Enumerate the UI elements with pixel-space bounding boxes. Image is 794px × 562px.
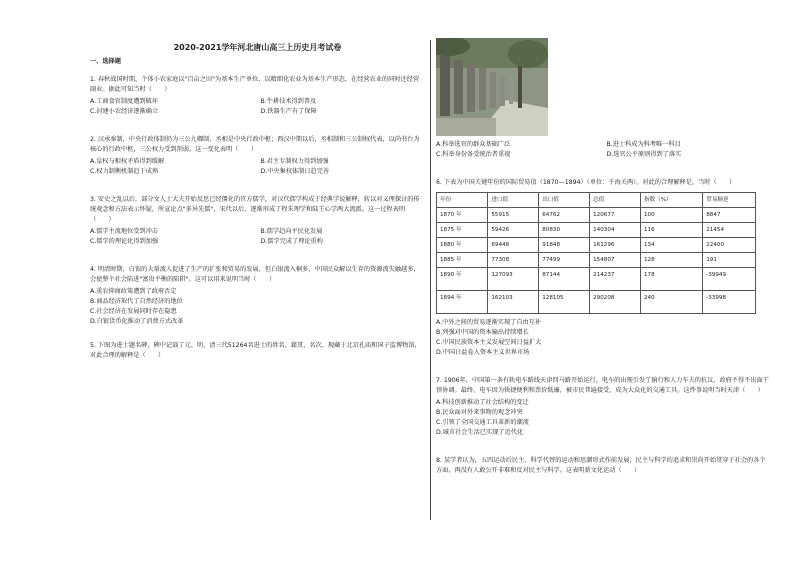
page-title: 2020-2021学年河北唐山高三上历史月考试卷 xyxy=(173,43,342,52)
table-cell: 214237 xyxy=(590,268,641,291)
table-cell: 77499 xyxy=(539,253,590,268)
option-c: C.儒学的理论化得到加强 xyxy=(90,238,159,245)
question-1: 1. 春秋战国时期，个体小农家庭以"百亩之田"为基本生产单位，以精细化农业为基本生产形态，在经营农业的同时还经营副业。据此可知当时（ ） xyxy=(90,76,420,93)
question-4: 4. 明清时期，白银的大量流入促进了生产的扩张和贸易的发展，但白银流入桐多，中国民众解以生存的资源流失触越多，会使整个社会陷进"富贵平衡的陷阱"。这可以用来说明当时（ ） xyxy=(90,266,420,283)
table-cell: 290208 xyxy=(590,291,641,314)
option-a: A.皇权与相权矛盾得到缓解 xyxy=(90,158,165,165)
option-b: B.列强对中国的资本输出持续增长 xyxy=(436,329,529,336)
table-cell: 116 xyxy=(640,223,702,238)
option-a: A.工商食官制度遭到破坏 xyxy=(90,98,158,105)
table-cell: 77308 xyxy=(488,253,539,268)
question-5: 5. 下图为进士题名碑，碑中记载了元、明、清三代51264名进士的姓名、籍贯、名次，现藏于北京孔庙和国子监博物馆，对此合理的解释是（ ） xyxy=(90,342,421,359)
header-cell: 年份 xyxy=(437,193,488,208)
question-3-options xyxy=(90,227,425,247)
table-cell: 8847 xyxy=(703,208,756,223)
header-cell: 指数（%） xyxy=(640,193,702,208)
option-d: D.选官公平原则得到了落实 xyxy=(606,151,682,158)
header-cell: 出口值 xyxy=(539,193,590,208)
stele-courtyard-image xyxy=(436,38,548,136)
table-cell: 1890 年 xyxy=(437,268,488,291)
table-cell: 21454 xyxy=(703,223,756,238)
table-row xyxy=(437,268,756,291)
option-d: D.中国日益卷入资本主义世界市场 xyxy=(436,349,530,356)
table-cell: 100 xyxy=(640,208,702,223)
option-a: A.科技创新推动了社会结构的变迁 xyxy=(436,399,529,406)
table-cell: 91848 xyxy=(539,238,590,253)
table-cell: 22400 xyxy=(703,238,756,253)
header-cell: 贸易顺逆 xyxy=(703,193,756,208)
table-cell: 161296 xyxy=(590,238,641,253)
question-2: 2. 汉承秦制，中央行政体制仍为三公九卿制，丞相是中央行政中枢；西汉中期以后，丞相制和三公制权代表，以尚书台为核心的行政中枢，三公权力受到削弱。这一变化表明（ ） xyxy=(90,136,420,153)
option-d: D.城市社会生活已实现了近代化 xyxy=(436,429,524,436)
option-c: C.引领了全国交通工具革新的潮流 xyxy=(436,419,529,426)
option-c: C.权力制衡机制趋于成熟 xyxy=(90,168,159,175)
left-column xyxy=(90,38,425,363)
right-column xyxy=(436,38,771,478)
table-row xyxy=(437,253,756,268)
table-cell: 127093 xyxy=(488,268,539,291)
table-cell: 128105 xyxy=(539,291,590,314)
table-cell: 1870 年 xyxy=(437,208,488,223)
table-cell: 1880 年 xyxy=(437,238,488,253)
option-b: B.君主专制权力得到加强 xyxy=(260,158,329,165)
header-cell: 进口值 xyxy=(488,193,539,208)
question-5-options xyxy=(436,140,771,160)
stele-photo xyxy=(436,38,548,136)
option-d: D.铁器生产有了保障 xyxy=(260,108,317,115)
table-cell: 80830 xyxy=(539,223,590,238)
table-cell: 55915 xyxy=(488,208,539,223)
table-row xyxy=(437,291,756,314)
table-cell: 162103 xyxy=(488,291,539,314)
table-cell: 128 xyxy=(640,253,702,268)
table-row xyxy=(437,223,756,238)
question-2-options xyxy=(90,157,425,177)
table-cell: -33998 xyxy=(703,291,756,314)
table-cell: 134 xyxy=(640,238,702,253)
option-a: A.重农抑商政策遭到了政府否定 xyxy=(90,288,177,295)
table-cell: -39949 xyxy=(703,268,756,291)
option-b: B.儒学趋向平民化发展 xyxy=(260,228,323,235)
table-header-row xyxy=(437,193,756,208)
option-d: D.儒学完成了理论重构 xyxy=(260,238,323,245)
question-3: 3. 安史之乱以后，部分文人士大夫开始反思已经僵化的官方儒学，对汉代儒学构成于经典学说解释，转以对义理探讨的传统观念和方法表示怀疑，所宣论点"多异先儒"，宋代以后，逐渐形成了程朱理学和陆王心学两大流派。这一过程表明（ ） xyxy=(90,196,420,223)
option-c: C.中国民族资本主义发展空间日益扩大 xyxy=(436,339,542,346)
question-6: 6. 下表为中国关键年份的国际贸易值（1870—1894）（单位：千海关两）。对此的合理解释是，当时（ ） xyxy=(436,179,736,186)
option-b: B.商品经济取代了自然经济的地位 xyxy=(90,298,183,305)
table-cell: 69448 xyxy=(488,238,539,253)
option-a: A.儒学主流地位受到冲击 xyxy=(90,228,158,235)
question-8: 8. 某学者认为，五四运动后民主、科学代替的运动和思潮形式作前发展，民主与科学的追求和崇尚开始贯穿于社会的各个方面，再没有人敢公开非难和反对民主与科学。这表明新文化运动（ ） xyxy=(436,457,766,474)
question-7-options xyxy=(436,398,771,438)
column-divider xyxy=(430,40,431,520)
table-cell: 120677 xyxy=(590,208,641,223)
table-cell: 87144 xyxy=(539,268,590,291)
option-c: C.封建小农经济逐渐确立 xyxy=(90,108,159,115)
option-c: C.科举身份备受统治者重视 xyxy=(436,151,511,158)
option-c: C.社会经济在发展同时存在隐患 xyxy=(90,308,177,315)
table-cell: 64762 xyxy=(539,208,590,223)
table-cell: 59426 xyxy=(488,223,539,238)
trade-table xyxy=(436,192,756,314)
table-row xyxy=(437,238,756,253)
option-a: A.中外之间的贸易逐渐实现了自由互补 xyxy=(436,319,542,326)
table-cell: 140304 xyxy=(590,223,641,238)
option-a: A.科举选官的群众基础广泛 xyxy=(436,141,511,148)
table-cell: 178 xyxy=(640,268,702,291)
question-6-options xyxy=(436,318,771,358)
table-cell: 1894 年 xyxy=(437,291,488,314)
option-d: D.中央集权体制日趋完善 xyxy=(260,168,330,175)
table-cell: 1875 年 xyxy=(437,223,488,238)
option-b: B.民众面对外来事物的观念冲突 xyxy=(436,409,523,416)
table-cell: 154807 xyxy=(590,253,641,268)
table-cell: 191 xyxy=(703,253,756,268)
option-d: D.白银货币化推动了消费方式改革 xyxy=(90,318,184,325)
table-row xyxy=(437,208,756,223)
option-b: B.牛耕技术得到普及 xyxy=(260,98,317,105)
question-1-options xyxy=(90,97,425,117)
table-cell: 1885 年 xyxy=(437,253,488,268)
header-cell: 总值 xyxy=(590,193,641,208)
question-7: 7. 1906年，中国第一条有轨电车路线天津四马路开始运行。电车的出现引发了掮行和人力车夫的抗议，政府不得不出面干预协调。最终，电车因为快捷便利和票价低廉，被市民普遍接受，成为大众化的交通工具。这件事说明当时天津（ ） xyxy=(436,377,769,394)
table-cell: 240 xyxy=(640,291,702,314)
section-heading: 一、选择题 xyxy=(90,58,121,65)
question-4-options xyxy=(90,287,425,327)
option-b: B.进士科成为科考唯一科目 xyxy=(606,141,681,148)
